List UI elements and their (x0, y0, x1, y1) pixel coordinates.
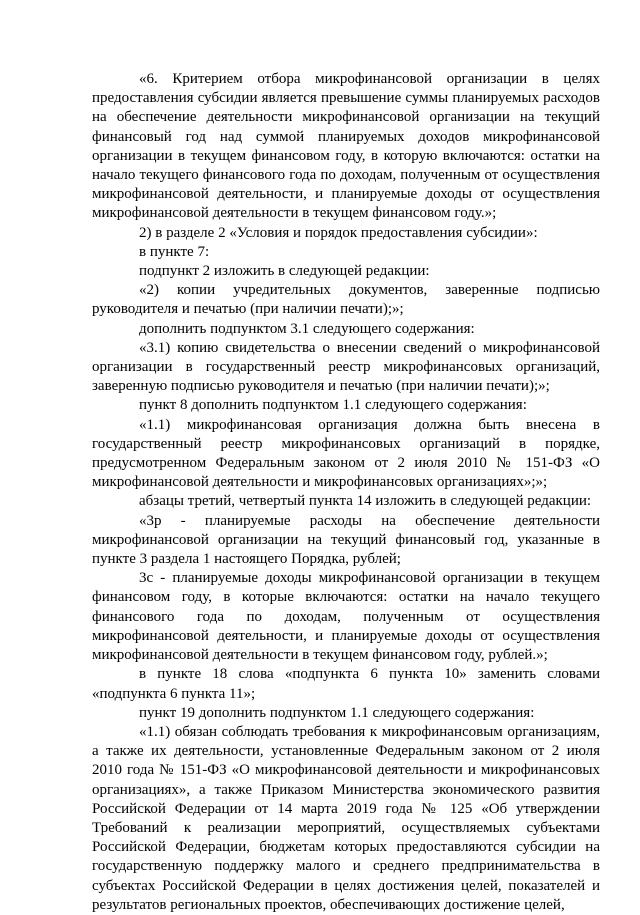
paragraph-clause-14-income: 3с - планируемые доходы микрофинансовой организации в текущем финансовом году, в которые включаются: остатки на начало текущего финансового года по доходам, полученным от осуществления микрофинансовой деятельности, и планируемые доходы от осуществления микрофинансовой деятельности в текущем финансовом году, рублей.»; (92, 570, 600, 664)
paragraph-subclause-3-1-text: «3.1) копию свидетельства о внесении сведений о микрофинансовой организации в государственный реестр микрофинансовых организаций, заверенную подписью руководителя и печатью (при наличии печати);»; (92, 339, 600, 395)
paragraph-clause-14-expenses: «3р - планируемые расходы на обеспечение деятельности микрофинансовой организации на текущий финансовый год, указанные в пункте 3 раздела 1 настоящего Порядка, рублей; (92, 512, 600, 568)
paragraph-clause-8-intro: пункт 8 дополнить подпунктом 1.1 следующего содержания: (139, 397, 527, 414)
paragraph-clause-7: в пункте 7: (139, 243, 210, 260)
paragraph-subclause-2-text: «2) копии учредительных документов, заверенные подписью руководителя и печатью (при наличии печати);»; (92, 282, 600, 318)
paragraph-clause-18: в пункте 18 слова «подпункта 6 пункта 10» заменить словами «подпункта 6 пункта 11»; (92, 666, 600, 702)
paragraph-subclause-2-intro: подпункт 2 изложить в следующей редакции: (139, 263, 430, 280)
paragraph-criterion-6: «6. Критерием отбора микрофинансовой организации в целях предоставления субсидии является превышение суммы планируемых расходов на обеспечение деятельности микрофинансовой организации на текущий финансовый год над суммой планируемых доходов микрофинансовой организации в текущем финансовом году, в которую включаются: остатки на начало текущего финансового года по доходам, полученным от осуществления микрофинансовой деятельности, и планируемые доходы от осуществления микрофинансовой деятельности в текущем финансовом году.»; (92, 71, 600, 222)
paragraph-clause-19-intro: пункт 19 дополнить подпунктом 1.1 следующего содержания: (139, 704, 535, 721)
paragraph-clause-19-text: «1.1) обязан соблюдать требования к микрофинансовым организациям, а также их деятельности, установленные Федеральным законом от 2 июля 2010 года № 151-ФЗ «О микрофинансовой деятельности и микрофинансовых организациях», а также Приказом Министерства экономического развития Российской Федерации от 14 марта 2019 года № 125 «Об утверждении Требований к реализации мероприятий, осуществляемых субъектами Российской Федерации, бюджетам которых предоставляются субсидии на государственную поддержку малого и среднего предпринимательства в субъектах Российской Федерации в целях достижения целей, показателей и результатов региональных проектов, обеспечивающих достижение целей, (92, 723, 600, 913)
paragraph-section-2: 2) в разделе 2 «Условия и порядок предоставления субсидии»: (139, 224, 538, 241)
paragraph-clause-14-intro: абзацы третий, четвертый пункта 14 изложить в следующей редакции: (139, 493, 592, 510)
paragraph-subclause-3-1-intro: дополнить подпунктом 3.1 следующего содержания: (139, 320, 475, 337)
paragraph-clause-8-text: «1.1) микрофинансовая организация должна быть внесена в государственный реестр микрофинансовых организаций в порядке, предусмотренном Федеральным законом от 2 июля 2010 № 151-ФЗ «О микрофинансовой деятельности и микрофинансовых организациях»;»; (92, 416, 600, 491)
